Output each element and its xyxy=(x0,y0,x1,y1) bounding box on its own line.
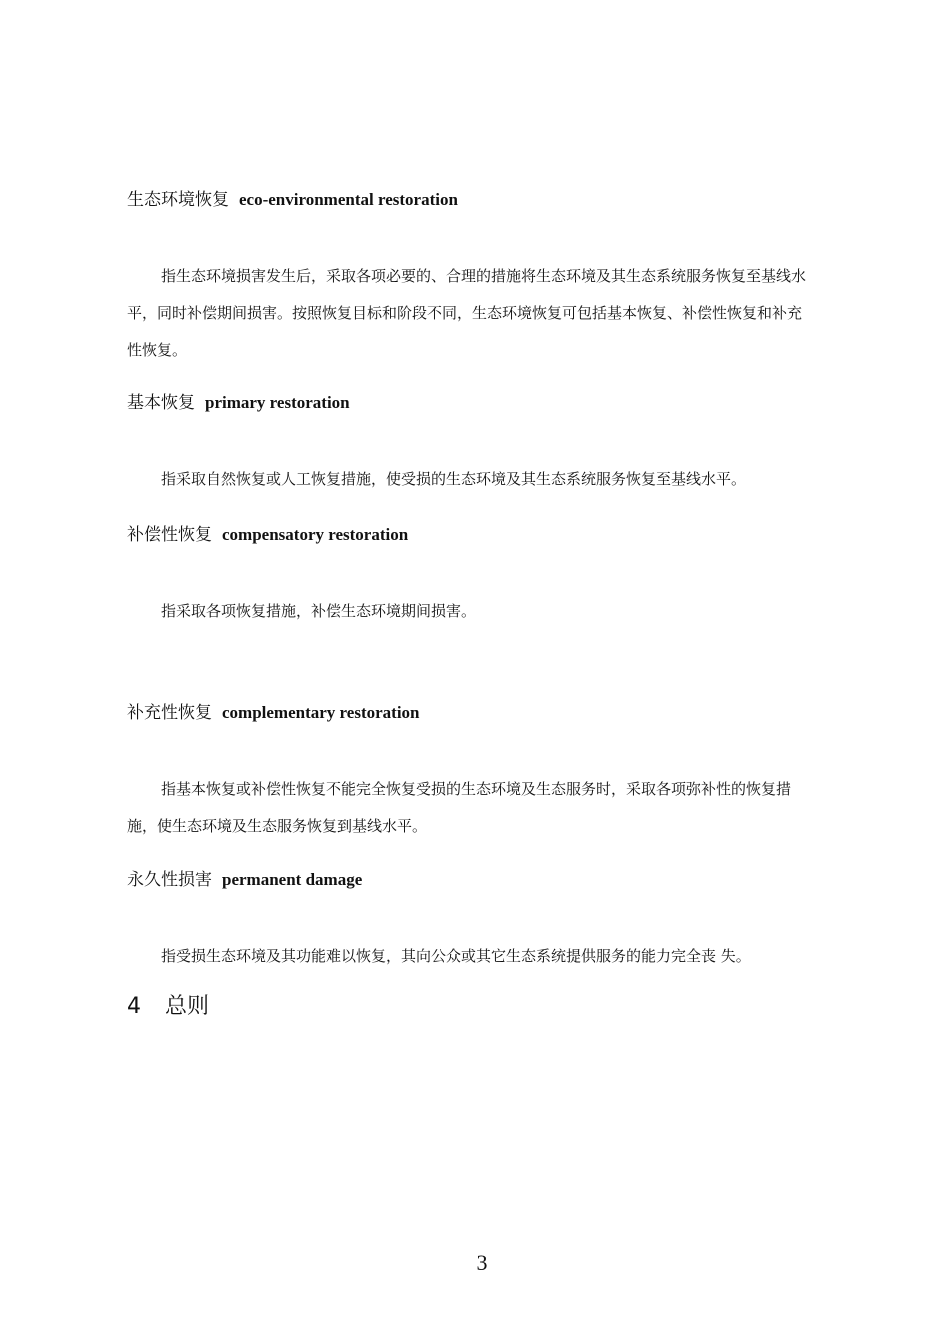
term-chinese: 补偿性恢复 xyxy=(127,525,212,545)
term-definition: 指基本恢复或补偿性恢复不能完全恢复受损的生态环境及生态服务时，采取各项弥补性的恢复措施，使生态环境及生态服务恢复到基线水平。 xyxy=(127,780,792,835)
term-heading-primary-restoration xyxy=(127,392,350,414)
term-chinese: 永久性损害 xyxy=(127,870,212,890)
term-chinese: 补充性恢复 xyxy=(127,703,212,723)
term-english: complementary restoration xyxy=(222,703,420,722)
term-english: primary restoration xyxy=(205,393,350,412)
page-number: 3 xyxy=(476,1250,488,1275)
term-chinese: 生态环境恢复 xyxy=(127,190,229,210)
term-heading-permanent-damage xyxy=(127,869,362,891)
term-heading-eco-environmental-restoration xyxy=(127,189,458,211)
term-heading-compensatory-restoration xyxy=(127,524,408,546)
term-definition: 指采取各项恢复措施，补偿生态环境期间损害。 xyxy=(161,602,477,620)
term-definition: 指采取自然恢复或人工恢复措施，使受损的生态环境及其生态系统服务恢复至基线水平。 xyxy=(161,470,747,488)
term-english: permanent damage xyxy=(222,870,363,889)
term-definition: 指受损生态环境及其功能难以恢复，其向公众或其它生态系统提供服务的能力完全丧 失。 xyxy=(161,947,751,965)
term-english: compensatory restoration xyxy=(222,525,409,544)
section-number: 4 xyxy=(127,994,141,1019)
term-definition: 指生态环境损害发生后，采取各项必要的、合理的措施将生态环境及其生态系统服务恢复至基线水平，同时补偿期间损害。按照恢复目标和阶段不同，生态环境恢复可包括基本恢复、补偿性恢复和补充性恢复。 xyxy=(127,267,807,359)
term-heading-complementary-restoration xyxy=(127,702,420,724)
term-chinese: 基本恢复 xyxy=(127,393,195,413)
section-heading xyxy=(127,993,209,1021)
section-title: 总则 xyxy=(165,994,210,1019)
term-english: eco-environmental restoration xyxy=(239,190,458,209)
